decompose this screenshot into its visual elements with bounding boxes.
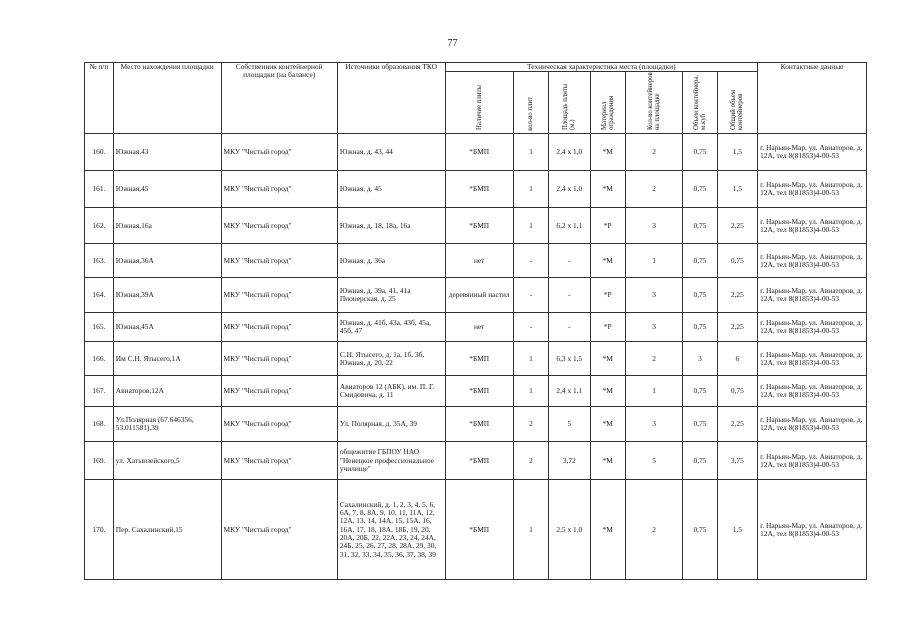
row-area: 2,5 х 1,0 bbox=[549, 480, 591, 580]
table-row bbox=[85, 134, 867, 171]
row-fence: *М bbox=[590, 407, 625, 442]
header-contacts: Контактные данные bbox=[758, 63, 867, 134]
row-sources: Ул. Полярная, д. 35А, 39 bbox=[337, 407, 445, 442]
row-plates: - bbox=[513, 244, 548, 278]
row-location: Пер. Сахалинский,15 bbox=[113, 480, 221, 580]
row-plate: *БМП bbox=[445, 376, 513, 407]
row-area: - bbox=[549, 244, 591, 278]
row-volume: 0,75 bbox=[683, 171, 717, 208]
row-location: Ул.Полярная (67.646356, 53.011581),39 bbox=[113, 407, 221, 442]
row-sources: Южная, д. 41б, 43а, 43б, 45а, 45б, 47 bbox=[337, 313, 445, 342]
row-fence: *М bbox=[590, 480, 625, 580]
row-num: 160. bbox=[85, 134, 114, 171]
row-sources: общежитие ГБПОУ НАО "Ненецкое профессиональное училище" bbox=[337, 442, 445, 480]
row-num: 168. bbox=[85, 407, 114, 442]
row-sources: Южная, д. 45 bbox=[337, 171, 445, 208]
row-containers: 3 bbox=[625, 313, 683, 342]
row-num: 167. bbox=[85, 376, 114, 407]
table-row bbox=[85, 171, 867, 208]
row-contacts: г. Нарьян-Мар, ул. Авиаторов, д. 12А, тел 8(81853)4-00-53 bbox=[758, 134, 867, 171]
row-containers: 2 bbox=[625, 171, 683, 208]
row-containers: 2 bbox=[625, 134, 683, 171]
row-area: 3,72 bbox=[549, 442, 591, 480]
row-total: 6 bbox=[717, 342, 758, 376]
row-volume: 0,75 bbox=[683, 313, 717, 342]
row-fence: *М bbox=[590, 442, 625, 480]
table-row bbox=[85, 313, 867, 342]
subheader-cell bbox=[445, 72, 513, 134]
row-fence: *М bbox=[590, 134, 625, 171]
row-total: 1,5 bbox=[717, 480, 758, 580]
header-tech: Техническая характеристика места (площадки) bbox=[445, 63, 758, 72]
row-area: 6,3 х 1,5 bbox=[549, 342, 591, 376]
row-owner: МКУ "Чистый город" bbox=[221, 134, 337, 171]
row-containers: 1 bbox=[625, 376, 683, 407]
row-sources: Авиаторов 12 (АБК), им. П. Г. Смидовича, д. 11 bbox=[337, 376, 445, 407]
row-area: 2,4 х 1,1 bbox=[549, 376, 591, 407]
row-owner: МКУ "Чистый город" bbox=[221, 376, 337, 407]
row-volume: 0,75 bbox=[683, 134, 717, 171]
subheader-cell bbox=[513, 72, 548, 134]
subheader-cell bbox=[717, 72, 758, 134]
row-num: 162. bbox=[85, 208, 114, 244]
row-location: Южная,39А bbox=[113, 278, 221, 313]
row-contacts: г. Нарьян-Мар, ул. Авиаторов, д. 12А, тел 8(81853)4-00-53 bbox=[758, 244, 867, 278]
table-row bbox=[85, 442, 867, 480]
row-total: 2,25 bbox=[717, 313, 758, 342]
row-containers: 3 bbox=[625, 407, 683, 442]
row-area: 2,4 х 1,0 bbox=[549, 134, 591, 171]
table-row bbox=[85, 376, 867, 407]
row-plate: *БМП bbox=[445, 342, 513, 376]
row-fence: *М bbox=[590, 171, 625, 208]
row-plate: *БМП bbox=[445, 480, 513, 580]
header-num: № п/п bbox=[85, 63, 114, 134]
row-contacts: г. Нарьян-Мар, ул. Авиаторов, д. 12А, тел 8(81853)4-00-53 bbox=[758, 342, 867, 376]
row-volume: 0,75 bbox=[683, 208, 717, 244]
row-num: 163. bbox=[85, 244, 114, 278]
table-row bbox=[85, 480, 867, 580]
row-containers: 1 bbox=[625, 244, 683, 278]
row-owner: МКУ "Чистый город" bbox=[221, 171, 337, 208]
row-location: Южная,16а bbox=[113, 208, 221, 244]
row-area: 5 bbox=[549, 407, 591, 442]
row-plate: *БМП bbox=[445, 134, 513, 171]
row-owner: МКУ "Чистый город" bbox=[221, 407, 337, 442]
row-total: 2,25 bbox=[717, 278, 758, 313]
row-owner: МКУ "Чистый город" bbox=[221, 208, 337, 244]
table-row bbox=[85, 244, 867, 278]
row-plate: деревянный настил bbox=[445, 278, 513, 313]
row-num: 165. bbox=[85, 313, 114, 342]
row-fence: *М bbox=[590, 376, 625, 407]
row-plates: 2 bbox=[513, 442, 548, 480]
subheader-fence: Материал ограждения bbox=[600, 96, 615, 131]
row-sources: С.Н. Ятысего, д. 1а, 1б, 3б, Южная, д. 20, 22 bbox=[337, 342, 445, 376]
row-sources: Южная, д. 36а bbox=[337, 244, 445, 278]
row-fence: *М bbox=[590, 244, 625, 278]
row-plate: нет bbox=[445, 313, 513, 342]
row-area: - bbox=[549, 313, 591, 342]
row-contacts: г. Нарьян-Мар, ул. Авиаторов, д. 12А, тел 8(81853)4-00-53 bbox=[758, 313, 867, 342]
subheader-plate: Наличие плиты bbox=[475, 85, 483, 131]
row-location: Им С.Н. Ятысего,1А bbox=[113, 342, 221, 376]
row-contacts: г. Нарьян-Мар, ул. Авиаторов, д. 12А, тел 8(81853)4-00-53 bbox=[758, 208, 867, 244]
row-volume: 0,75 bbox=[683, 442, 717, 480]
row-sources: Южная, д. 18, 18а, 16а bbox=[337, 208, 445, 244]
subheader-volume: Объем контейнера, м.куб bbox=[692, 75, 707, 131]
row-plates: 1 bbox=[513, 171, 548, 208]
row-fence: *Р bbox=[590, 208, 625, 244]
table-row bbox=[85, 278, 867, 313]
row-volume: 0,75 bbox=[683, 407, 717, 442]
row-plates: 1 bbox=[513, 134, 548, 171]
table-row bbox=[85, 342, 867, 376]
row-volume: 0,75 bbox=[683, 376, 717, 407]
row-owner: МКУ "Чистый город" bbox=[221, 313, 337, 342]
row-volume: 3 bbox=[683, 342, 717, 376]
row-location: Южная,45А bbox=[113, 313, 221, 342]
page-number: 77 bbox=[447, 38, 458, 49]
subheader-plates: кол-во плит bbox=[527, 96, 535, 131]
row-location: Южная,43 bbox=[113, 134, 221, 171]
row-plate: *БМП bbox=[445, 208, 513, 244]
row-plate: *БМП bbox=[445, 442, 513, 480]
row-total: 0,75 bbox=[717, 376, 758, 407]
row-num: 166. bbox=[85, 342, 114, 376]
row-owner: МКУ "Чистый город" bbox=[221, 442, 337, 480]
subheader-area: Площадь плиты (м.) bbox=[562, 83, 577, 131]
row-plates: 1 bbox=[513, 342, 548, 376]
subheader-cell bbox=[683, 72, 717, 134]
row-total: 1,5 bbox=[717, 171, 758, 208]
row-plates: 1 bbox=[513, 480, 548, 580]
row-containers: 2 bbox=[625, 342, 683, 376]
row-owner: МКУ "Чистый город" bbox=[221, 342, 337, 376]
row-num: 161. bbox=[85, 171, 114, 208]
subheader-cell bbox=[590, 72, 625, 134]
row-sources: Сахалинский, д. 1, 2, 3, 4, 5, 6, 6А, 7, 8, 8А, 9, 10, 11, 11А, 12, 12А, 13, 14, 14А, 15, 15А, 16, 16А, 17, 18, 18А, 18Б, 19, 20, 20А, 20Б, 22, 22А, 23, 24, 24А, 24Б, 25, 26, 27, 28, 28А, 29, 30, 31, 32, 33, 34, 35, 36, 37, 38, 39 bbox=[337, 480, 445, 580]
table-row bbox=[85, 208, 867, 244]
row-containers: 3 bbox=[625, 278, 683, 313]
header-location: Место нахождения площадки bbox=[113, 63, 221, 134]
row-num: 169. bbox=[85, 442, 114, 480]
subheader-total: Общий объем контейнеров bbox=[730, 90, 745, 131]
row-total: 2,25 bbox=[717, 208, 758, 244]
subheader-cell bbox=[549, 72, 591, 134]
row-owner: МКУ "Чистый город" bbox=[221, 480, 337, 580]
row-total: 0,75 bbox=[717, 244, 758, 278]
row-total: 2,25 bbox=[717, 407, 758, 442]
table-row bbox=[85, 407, 867, 442]
subheader-containers: Кол-во контейнеров на площадке bbox=[646, 72, 662, 131]
container-sites-table bbox=[84, 62, 867, 580]
row-sources: Южная, д. 39а, 41, 41а Пионерская, д. 25 bbox=[337, 278, 445, 313]
row-plate: нет bbox=[445, 244, 513, 278]
row-num: 164. bbox=[85, 278, 114, 313]
row-containers: 5 bbox=[625, 442, 683, 480]
row-plates: - bbox=[513, 313, 548, 342]
row-fence: *Р bbox=[590, 278, 625, 313]
row-plate: *БМП bbox=[445, 407, 513, 442]
header-owner: Собственник контейнерной площадки (на балансе) bbox=[221, 63, 337, 134]
row-contacts: г. Нарьян-Мар, ул. Авиаторов, д. 12А, тел 8(81853)4-00-53 bbox=[758, 376, 867, 407]
row-volume: 0,75 bbox=[683, 244, 717, 278]
row-fence: *Р bbox=[590, 313, 625, 342]
row-plates: 1 bbox=[513, 208, 548, 244]
row-volume: 0,75 bbox=[683, 480, 717, 580]
row-contacts: г. Нарьян-Мар, ул. Авиаторов, д. 12А, тел 8(81853)4-00-53 bbox=[758, 480, 867, 580]
row-area: - bbox=[549, 278, 591, 313]
row-area: 6,2 х 1,1 bbox=[549, 208, 591, 244]
row-contacts: г. Нарьян-Мар, ул. Авиаторов, д. 12А, тел 8(81853)4-00-53 bbox=[758, 442, 867, 480]
row-plates: - bbox=[513, 278, 548, 313]
row-plates: 1 bbox=[513, 376, 548, 407]
row-location: Авиаторов,12А bbox=[113, 376, 221, 407]
row-num: 170. bbox=[85, 480, 114, 580]
header-sources: Источники образования ТКО bbox=[337, 63, 445, 134]
row-fence: *М bbox=[590, 342, 625, 376]
row-owner: МКУ "Чистый город" bbox=[221, 244, 337, 278]
row-containers: 3 bbox=[625, 208, 683, 244]
row-plates: 2 bbox=[513, 407, 548, 442]
subheader-cell bbox=[625, 72, 683, 134]
row-volume: 0,75 bbox=[683, 278, 717, 313]
row-total: 1,5 bbox=[717, 134, 758, 171]
row-containers: 2 bbox=[625, 480, 683, 580]
row-total: 3,75 bbox=[717, 442, 758, 480]
row-location: Южная,45 bbox=[113, 171, 221, 208]
row-sources: Южная, д. 43, 44 bbox=[337, 134, 445, 171]
row-contacts: г. Нарьян-Мар, ул. Авиаторов, д. 12А, тел 8(81853)4-00-53 bbox=[758, 278, 867, 313]
row-plate: *БМП bbox=[445, 171, 513, 208]
row-owner: МКУ "Чистый город" bbox=[221, 278, 337, 313]
row-area: 2,4 х 1,0 bbox=[549, 171, 591, 208]
row-location: ул. Хатынзейского,5 bbox=[113, 442, 221, 480]
row-location: Южная,36А bbox=[113, 244, 221, 278]
row-contacts: г. Нарьян-Мар, ул. Авиаторов, д. 12А, тел 8(81853)4-00-53 bbox=[758, 171, 867, 208]
row-contacts: г. Нарьян-Мар, ул. Авиаторов, д. 12А, тел 8(81853)4-00-53 bbox=[758, 407, 867, 442]
